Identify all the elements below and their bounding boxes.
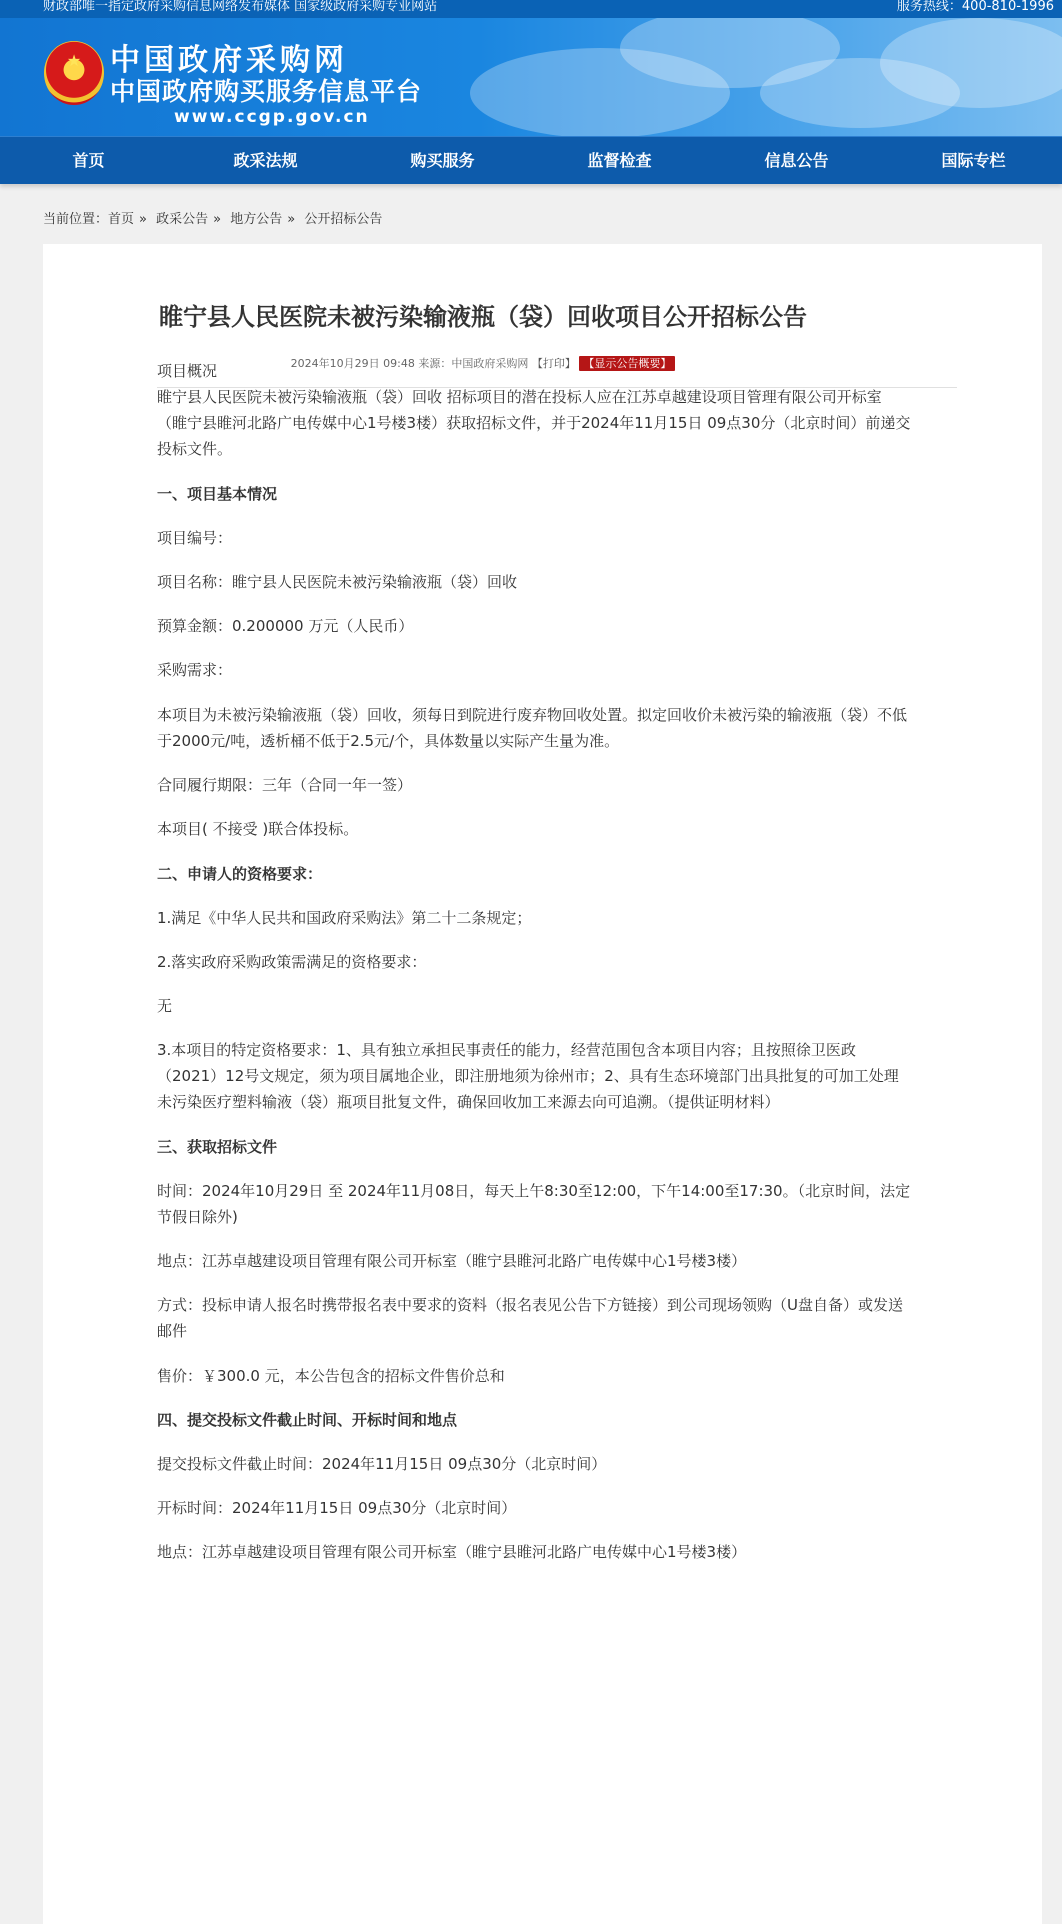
paragraph-line: 提交投标文件截止时间：2024年11月15日 09点30分（北京时间）: [157, 1455, 607, 1473]
site-header: [0, 18, 1062, 136]
section-heading: 三、获取招标文件: [157, 1138, 278, 1156]
paragraph-line: 本项目为未被污染输液瓶（袋）回收，须每日到院进行废弃物回收处置。拟定回收价未被污染的输液瓶（袋）不低: [157, 706, 908, 724]
paragraph-line: （2021）12号文规定，须为项目属地企业，即注册地须为徐州市；2、具有生态环境部门出具批复的可加工处理: [157, 1067, 899, 1085]
breadcrumb-announcements[interactable]: 政采公告: [156, 212, 209, 227]
paragraph-line: 无: [157, 997, 173, 1015]
breadcrumb-separator: »: [213, 212, 222, 227]
paragraph-line: 投标文件。: [157, 440, 233, 458]
logo-url: www.ccgp.gov.cn: [174, 107, 370, 127]
breadcrumb-label: 当前位置：: [43, 212, 109, 227]
nav-home[interactable]: 首页: [72, 151, 105, 170]
article-card: [43, 244, 1042, 1924]
paragraph-line: 开标时间：2024年11月15日 09点30分（北京时间）: [157, 1499, 517, 1517]
paragraph-line: 预算金额：0.200000 万元（人民币）: [157, 617, 414, 635]
section-heading: 二、申请人的资格要求：: [157, 865, 323, 883]
breadcrumb-local[interactable]: 地方公告: [230, 212, 283, 227]
article-title: 睢宁县人民医院未被污染输液瓶（袋）回收项目公开招标公告: [159, 303, 807, 331]
paragraph-line: 2.落实政府采购政策需满足的资格要求：: [157, 953, 427, 971]
paragraph-line: 3.本项目的特定资格要求：1、具有独立承担民事责任的能力，经营范围包含本项目内容；且按照徐卫医政: [157, 1041, 856, 1059]
paragraph-line: 地点：江苏卓越建设项目管理有限公司开标室（睢宁县睢河北路广电传媒中心1号楼3楼）: [157, 1252, 747, 1270]
paragraph-line: 节假日除外): [157, 1208, 238, 1226]
paragraph-line: 时间：2024年10月29日 至 2024年11月08日，每天上午8:30至12:00，下午14:00至17:30。（北京时间，法定: [157, 1182, 911, 1200]
paragraph-line: 睢宁县人民医院未被污染输液瓶（袋）回收 招标项目的潜在投标人应在江苏卓越建设项目管理有限公司开标室: [157, 388, 882, 406]
paragraph-line: 采购需求：: [157, 661, 233, 679]
site-logo[interactable]: [110, 44, 422, 128]
paragraph-line: 未污染医疗塑料输液（袋）瓶项目批复文件，确保回收加工来源去向可追溯。（提供证明材料）: [157, 1093, 780, 1111]
breadcrumb: [43, 208, 1062, 228]
top-info-bar: [0, 0, 1062, 18]
nav-regulations[interactable]: 政采法规: [233, 151, 298, 170]
paragraph-line: 邮件: [157, 1322, 188, 1340]
paragraph-line: 地点：江苏卓越建设项目管理有限公司开标室（睢宁县睢河北路广电传媒中心1号楼3楼）: [157, 1543, 747, 1561]
nav-announcements[interactable]: 信息公告: [764, 151, 829, 170]
paragraph-line: 合同履行期限：三年（合同一年一签）: [157, 776, 413, 794]
breadcrumb-current[interactable]: 公开招标公告: [304, 212, 383, 227]
section-heading: 四、提交投标文件截止时间、开标时间和地点: [157, 1411, 458, 1429]
paragraph-line: 项目编号：: [157, 529, 233, 547]
breadcrumb-separator: »: [139, 212, 147, 227]
paragraph-line: 于2000元/吨，透析桶不低于2.5元/个，具体数量以实际产生量为准。: [157, 732, 620, 750]
section-heading: 一、项目基本情况: [157, 485, 278, 503]
logo-subtitle: 中国政府购买服务信息平台: [110, 77, 423, 106]
paragraph-line: 售价：￥300.0 元，本公告包含的招标文件售价总和: [157, 1367, 505, 1385]
national-emblem-icon: ★: [44, 41, 104, 105]
publish-date: 2024年10月29日 09:48: [290, 357, 415, 370]
nav-international[interactable]: 国际专栏: [941, 151, 1006, 170]
logo-title: 中国政府采购网: [110, 43, 348, 78]
paragraph-line: 项目概况: [157, 362, 218, 380]
nav-supervision[interactable]: 监督检查: [587, 151, 652, 170]
paragraph-line: 方式：投标申请人报名时携带报名表中要求的资料（报名表见公告下方链接）到公司现场领购（U盘自备）或发送: [157, 1296, 903, 1314]
paragraph-line: （睢宁县睢河北路广电传媒中心1号楼3楼）获取招标文件，并于2024年11月15日 09点30分（北京时间）前递交: [157, 414, 911, 432]
show-summary-button[interactable]: 【显示公告概要】: [579, 356, 675, 371]
nav-purchase-services[interactable]: 购买服务: [410, 151, 475, 170]
paragraph-line: 1.满足《中华人民共和国政府采购法》第二十二条规定；: [157, 909, 532, 927]
breadcrumb-separator: »: [287, 212, 296, 227]
site-slogan: 财政部唯一指定政府采购信息网络发布媒体 国家级政府采购专业网站: [43, 0, 438, 14]
print-link[interactable]: 【打印】: [531, 357, 576, 370]
paragraph-line: 项目名称：睢宁县人民医院未被污染输液瓶（袋）回收: [157, 573, 518, 591]
service-hotline: 服务热线：400-810-1996: [896, 0, 1054, 14]
paragraph-line: 本项目( 不接受 )联合体投标。: [157, 820, 359, 838]
article-source: 来源：中国政府采购网: [418, 357, 529, 370]
main-nav: [0, 136, 1062, 184]
breadcrumb-home[interactable]: 首页: [108, 212, 135, 227]
